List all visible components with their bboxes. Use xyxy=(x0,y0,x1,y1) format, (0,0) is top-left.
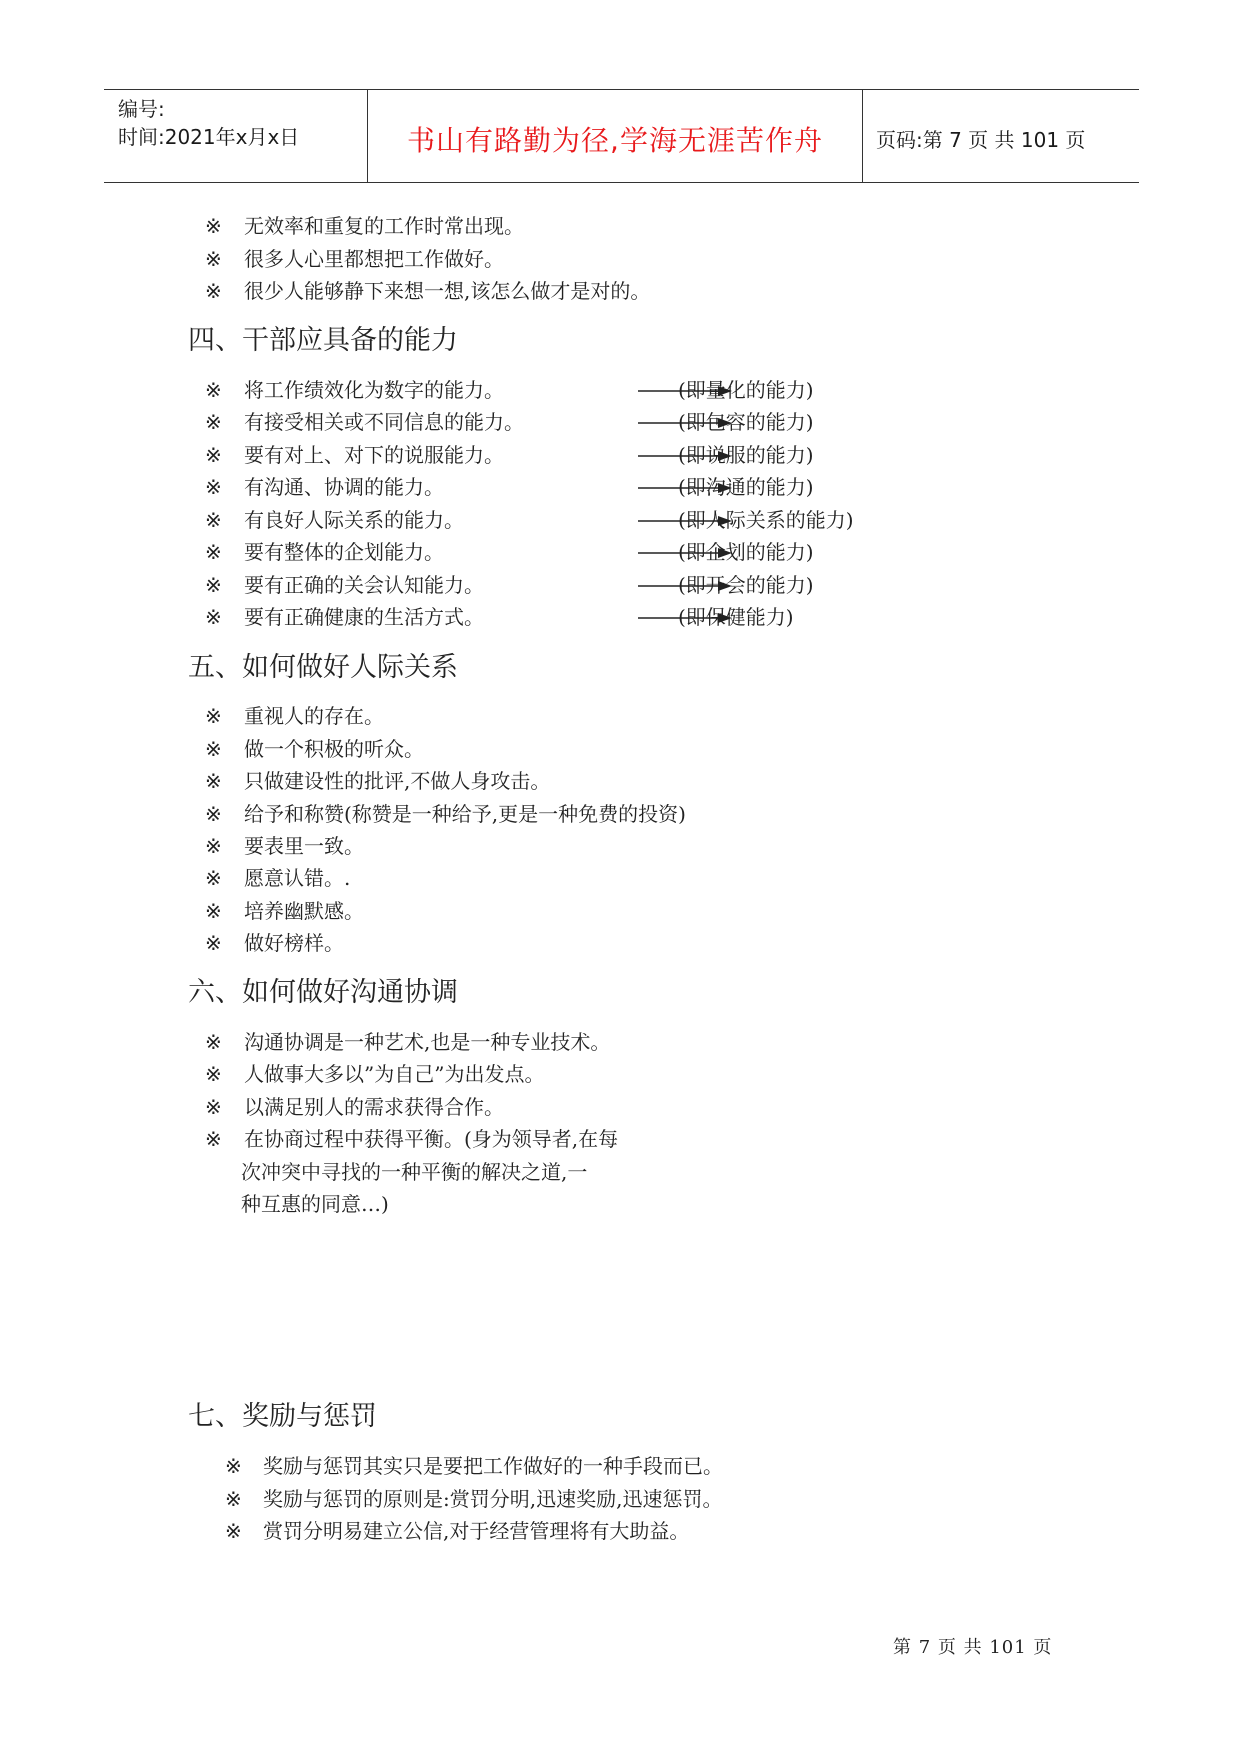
ability-item: 将工作绩效化为数字的能力。 xyxy=(244,378,504,402)
page-footer: 第 7 页 共 101 页 xyxy=(893,1637,1053,1658)
intro-item: 很多人心里都想把工作做好。 xyxy=(244,247,504,271)
ability-note: (即包容的能力) xyxy=(678,410,814,434)
intro-item: 无效率和重复的工作时常出现。 xyxy=(244,214,524,238)
communication-continuation: 种互惠的同意…) xyxy=(241,1192,389,1216)
bullet-mark: ※ xyxy=(205,737,222,761)
communication-continuation: 次冲突中寻找的一种平衡的解决之道,一 xyxy=(241,1160,588,1184)
ability-item: 要有整体的企划能力。 xyxy=(244,540,444,564)
intro-item: 很少人能够静下来想一想,该怎么做才是对的。 xyxy=(244,279,651,303)
bullet-mark: ※ xyxy=(205,443,222,467)
relationship-item: 做好榜样。 xyxy=(244,931,344,955)
section-heading: 七、奖励与惩罚 xyxy=(188,1401,377,1432)
ability-item: 有良好人际关系的能力。 xyxy=(244,508,464,532)
bullet-mark: ※ xyxy=(205,508,222,532)
bullet-mark: ※ xyxy=(205,1062,222,1086)
reward-item: 奖励与惩罚的原则是:赏罚分明,迅速奖励,迅速惩罚。 xyxy=(263,1487,723,1511)
relationship-item: 重视人的存在。 xyxy=(244,704,384,728)
section-heading: 四、干部应具备的能力 xyxy=(188,325,458,356)
ability-item: 要有正确的关会认知能力。 xyxy=(244,573,484,597)
bullet-mark: ※ xyxy=(205,931,222,955)
bullet-mark: ※ xyxy=(205,475,222,499)
reward-item: 奖励与惩罚其实只是要把工作做好的一种手段而已。 xyxy=(263,1454,723,1478)
bullet-mark: ※ xyxy=(205,1095,222,1119)
bullet-mark: ※ xyxy=(225,1487,242,1511)
ability-item: 有沟通、协调的能力。 xyxy=(244,475,444,499)
bullet-mark: ※ xyxy=(205,540,222,564)
communication-item: 以满足别人的需求获得合作。 xyxy=(244,1095,504,1119)
bullet-mark: ※ xyxy=(205,573,222,597)
bullet-mark: ※ xyxy=(205,802,222,826)
relationship-item: 给予和称赞(称赞是一种给予,更是一种免费的投资) xyxy=(244,802,686,826)
bullet-mark: ※ xyxy=(205,866,222,890)
ability-note: (即人际关系的能力) xyxy=(678,508,854,532)
bullet-mark: ※ xyxy=(205,378,222,402)
relationship-item: 培养幽默感。 xyxy=(244,899,364,923)
ability-note: (即企划的能力) xyxy=(678,540,814,564)
ability-note: (即量化的能力) xyxy=(678,378,814,402)
header-page-cell xyxy=(863,90,1139,182)
ability-item: 要有正确健康的生活方式。 xyxy=(244,605,484,629)
bullet-mark: ※ xyxy=(205,247,222,271)
bullet-mark: ※ xyxy=(205,279,222,303)
bullet-mark: ※ xyxy=(205,410,222,434)
bullet-mark: ※ xyxy=(225,1454,242,1478)
header-slogan: 书山有路勤为径,学海无涯苦作舟 xyxy=(407,124,823,157)
communication-item: 在协商过程中获得平衡。(身为领导者,在每 xyxy=(244,1127,619,1151)
bullet-mark: ※ xyxy=(205,1127,222,1151)
bullet-mark: ※ xyxy=(225,1519,242,1543)
ability-item: 有接受相关或不同信息的能力。 xyxy=(244,410,524,434)
bullet-mark: ※ xyxy=(205,704,222,728)
section-heading: 五、如何做好人际关系 xyxy=(188,652,458,683)
document-time-label: 时间:2021年x月x日 xyxy=(118,125,300,149)
header-meta-cell xyxy=(104,90,368,182)
bullet-mark: ※ xyxy=(205,605,222,629)
reward-item: 赏罚分明易建立公信,对于经营管理将有大助益。 xyxy=(263,1519,690,1543)
page-header xyxy=(104,89,1139,183)
section-heading: 六、如何做好沟通协调 xyxy=(188,977,458,1008)
document-number-label: 编号: xyxy=(118,97,165,121)
communication-item: 人做事大多以”为自己”为出发点。 xyxy=(244,1062,545,1086)
relationship-item: 愿意认错。. xyxy=(244,866,351,890)
bullet-mark: ※ xyxy=(205,769,222,793)
ability-note: (即说服的能力) xyxy=(678,443,814,467)
bullet-mark: ※ xyxy=(205,899,222,923)
communication-item: 沟通协调是一种艺术,也是一种专业技术。 xyxy=(244,1030,611,1054)
header-slogan-cell xyxy=(368,90,863,182)
bullet-mark: ※ xyxy=(205,214,222,238)
bullet-mark: ※ xyxy=(205,1030,222,1054)
ability-note: (即沟通的能力) xyxy=(678,475,814,499)
relationship-item: 做一个积极的听众。 xyxy=(244,737,424,761)
ability-note: (即开会的能力) xyxy=(678,573,814,597)
relationship-item: 要表里一致。 xyxy=(244,834,364,858)
relationship-item: 只做建设性的批评,不做人身攻击。 xyxy=(244,769,551,793)
header-page-info: 页码:第 7 页 共 101 页 xyxy=(876,128,1086,152)
ability-note: (即保健能力) xyxy=(678,605,794,629)
ability-item: 要有对上、对下的说服能力。 xyxy=(244,443,504,467)
bullet-mark: ※ xyxy=(205,834,222,858)
